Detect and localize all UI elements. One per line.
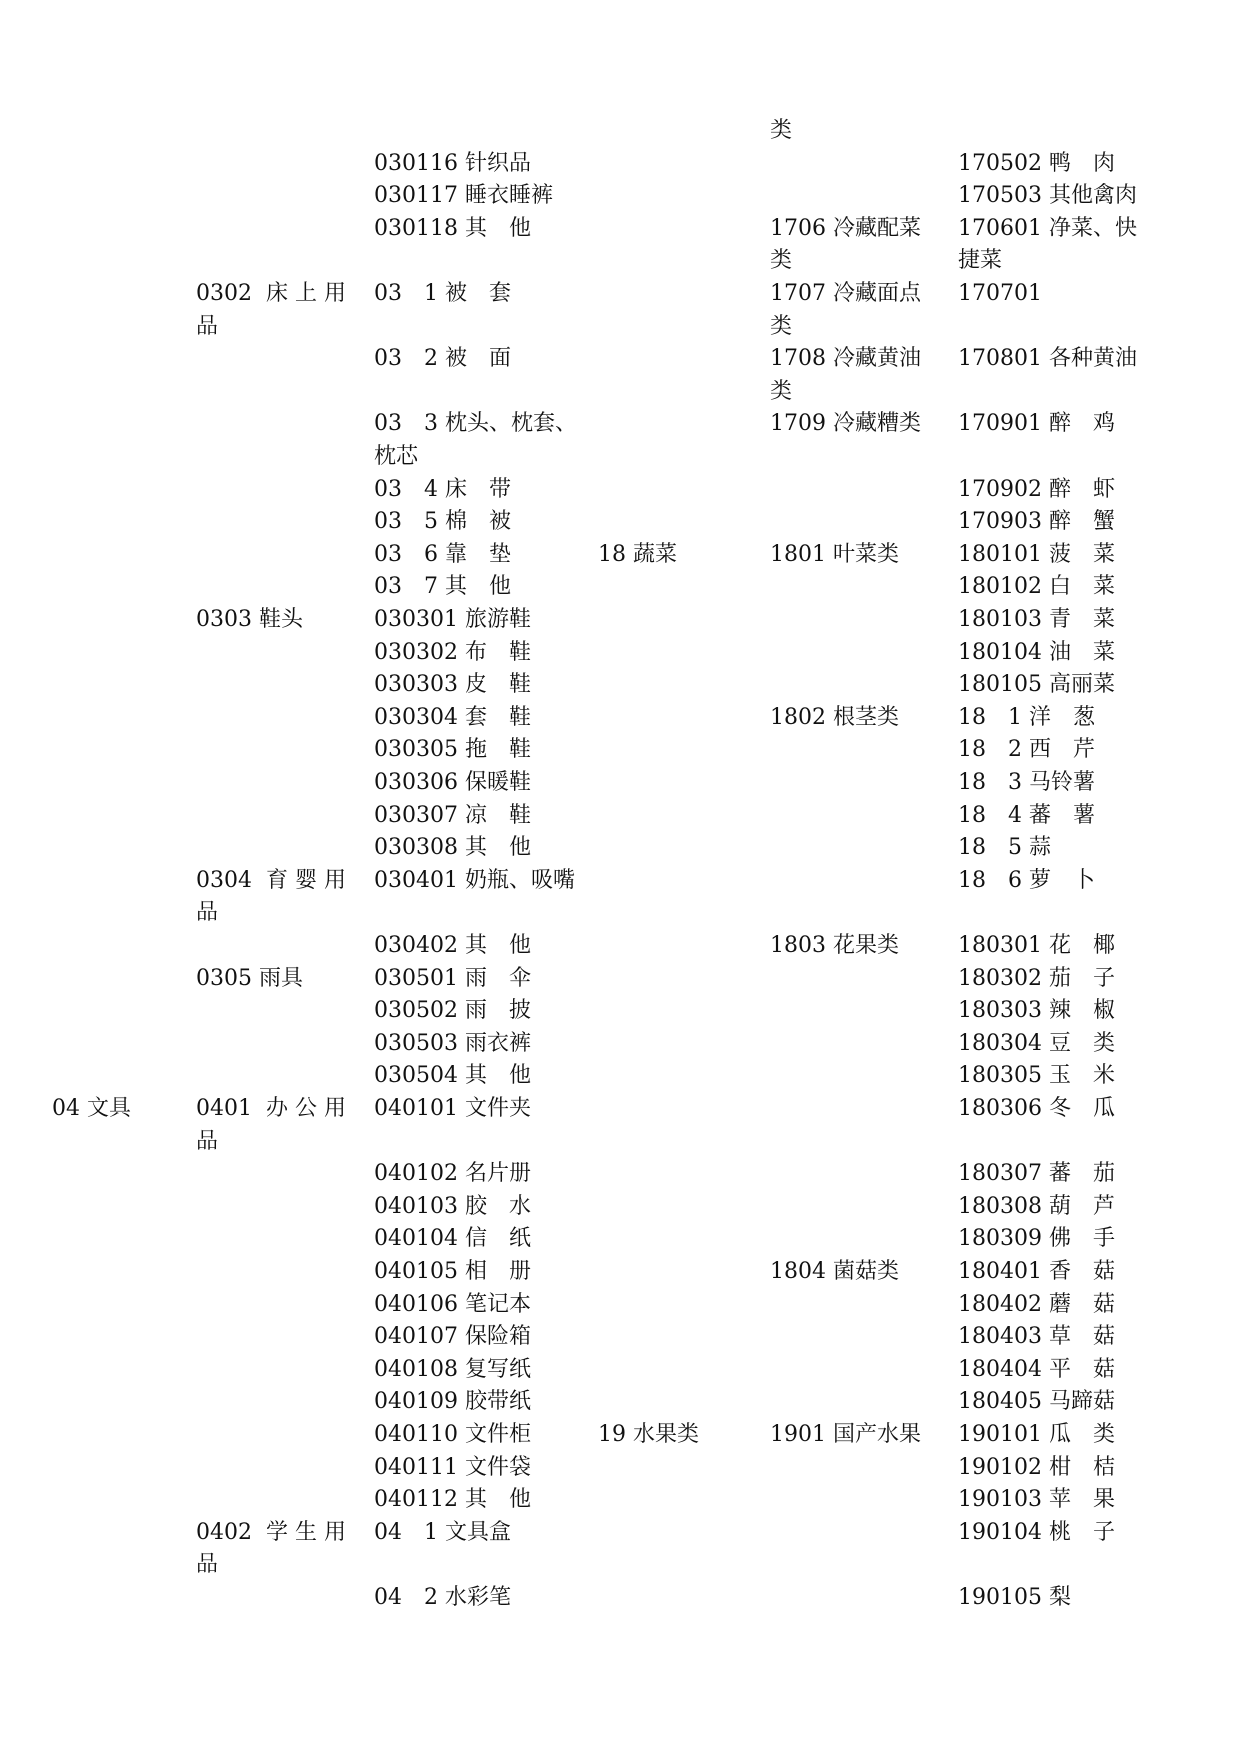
table-cell: 180306 冬 瓜 (958, 1096, 1115, 1121)
table-cell: 03 6 靠 垫 (374, 541, 511, 567)
table-cell: 030306 保暖鞋 (374, 770, 531, 795)
table-cell: 180307 蕃 茄 (958, 1161, 1115, 1187)
table-cell: 180301 花 椰 (958, 933, 1115, 958)
table-cell: 190104 桃 子 (958, 1519, 1115, 1545)
table-cell: 类 (770, 118, 793, 143)
table-cell: 03 3 枕头、枕套、 枕芯 (374, 411, 577, 469)
table-cell: 040105 相 册 (374, 1259, 531, 1284)
table-cell: 170902 醉 虾 (958, 476, 1115, 502)
table-cell: 0302 床 上 用 品 (196, 281, 346, 339)
table-cell: 03 2 被 面 (374, 346, 511, 372)
table-cell: 18 6 萝 卜 (958, 867, 1095, 893)
table-cell: 030117 睡衣睡裤 (374, 183, 553, 209)
table-cell: 03 4 床 带 (374, 476, 511, 502)
table-cell: 03 5 棉 被 (374, 509, 511, 535)
table-cell: 030305 拖 鞋 (374, 737, 531, 763)
table-cell: 030118 其 他 (374, 215, 531, 241)
table-cell: 180308 葫 芦 (958, 1193, 1115, 1219)
table-cell: 190101 瓜 类 (958, 1422, 1115, 1447)
table-cell: 180103 青 菜 (958, 607, 1115, 632)
table-cell: 170601 净菜、快 捷菜 (958, 215, 1137, 274)
table-cell: 180303 辣 椒 (958, 998, 1115, 1024)
table-cell: 030502 雨 披 (374, 998, 531, 1024)
table-cell: 040107 保险箱 (374, 1324, 531, 1350)
table-cell: 180101 菠 菜 (958, 541, 1115, 567)
table-cell: 040102 名片册 (374, 1161, 531, 1187)
table-cell: 040111 文件袋 (374, 1454, 531, 1480)
table-cell: 04 1 文具盒 (374, 1519, 511, 1545)
table-cell: 190105 梨 (958, 1585, 1071, 1610)
table-cell: 170903 醉 蟹 (958, 509, 1115, 535)
table-cell: 040109 胶带纸 (374, 1389, 531, 1415)
table-cell: 18 5 蒜 (958, 835, 1051, 861)
table-cell: 180405 马蹄菇 (958, 1389, 1115, 1415)
table-cell: 190102 柑 桔 (958, 1454, 1115, 1480)
table-cell: 1708 冷藏黄油 类 (770, 346, 921, 404)
table-cell: 170801 各种黄油 (958, 346, 1137, 372)
table-cell: 180401 香 菇 (958, 1259, 1115, 1284)
table-cell: 0304 育 婴 用 品 (196, 867, 346, 926)
table-cell: 18 4 蕃 薯 (958, 802, 1095, 828)
table-cell: 0303 鞋头 (196, 607, 303, 632)
table-cell: 18 1 洋 葱 (958, 704, 1095, 730)
table-cell: 180305 玉 米 (958, 1063, 1115, 1089)
table-cell: 1804 菌菇类 (770, 1259, 899, 1284)
table-cell: 030503 雨衣裤 (374, 1030, 531, 1056)
table-cell: 1709 冷藏糟类 (770, 411, 921, 437)
table-cell: 030501 雨 伞 (374, 965, 531, 991)
table-cell: 04 2 水彩笔 (374, 1585, 511, 1610)
table-cell: 180402 蘑 菇 (958, 1291, 1115, 1317)
table-cell: 180105 高丽菜 (958, 672, 1115, 698)
table-cell: 0402 学 生 用 品 (196, 1519, 346, 1578)
table-cell: 040112 其 他 (374, 1487, 531, 1513)
table-cell: 170701 (958, 281, 1042, 306)
table-cell: 03 7 其 他 (374, 574, 511, 600)
table-cell: 030301 旅游鞋 (374, 607, 531, 632)
table-cell: 1801 叶菜类 (770, 541, 899, 567)
table-cell: 030116 针织品 (374, 150, 531, 176)
table-cell: 18 3 马铃薯 (958, 770, 1095, 795)
table-cell: 190103 苹 果 (958, 1487, 1115, 1513)
table-cell: 0305 雨具 (196, 965, 303, 991)
table-cell: 19 水果类 (598, 1422, 699, 1447)
table-cell: 030504 其 他 (374, 1063, 531, 1089)
table-cell: 18 蔬菜 (598, 541, 677, 567)
table-cell: 03 1 被 套 (374, 281, 511, 306)
table-cell: 030307 凉 鞋 (374, 802, 531, 828)
table-cell: 1802 根茎类 (770, 704, 899, 730)
table-cell: 170901 醉 鸡 (958, 411, 1115, 437)
table-cell: 030308 其 他 (374, 835, 531, 861)
table-cell: 180102 白 菜 (958, 574, 1115, 600)
table-cell: 170503 其他禽肉 (958, 183, 1137, 209)
table-cell: 18 2 西 芹 (958, 737, 1095, 763)
table-cell: 030304 套 鞋 (374, 704, 531, 730)
table-cell: 180304 豆 类 (958, 1030, 1115, 1056)
table-cell: 04 文具 (52, 1096, 131, 1121)
table-cell: 180309 佛 手 (958, 1226, 1115, 1252)
table-cell: 030303 皮 鞋 (374, 672, 531, 698)
table-cell: 040101 文件夹 (374, 1096, 531, 1121)
table-cell: 1803 花果类 (770, 933, 899, 958)
table-cell: 040108 复写纸 (374, 1356, 531, 1382)
table-cell: 0401 办 公 用 品 (196, 1096, 346, 1154)
table-cell: 180104 油 菜 (958, 639, 1115, 665)
table-cell: 170502 鸭 肉 (958, 150, 1115, 176)
table-cell: 180302 茄 子 (958, 965, 1115, 991)
table-cell: 040110 文件柜 (374, 1422, 531, 1447)
table-cell: 030302 布 鞋 (374, 639, 531, 665)
table-cell: 1901 国产水果 (770, 1422, 921, 1447)
table-cell: 1706 冷藏配菜 类 (770, 215, 921, 274)
table-cell: 040103 胶 水 (374, 1193, 531, 1219)
table-cell: 040104 信 纸 (374, 1226, 531, 1252)
table-cell: 030402 其 他 (374, 933, 531, 958)
table-cell: 180404 平 菇 (958, 1356, 1115, 1382)
table-cell: 1707 冷藏面点 类 (770, 281, 921, 339)
table-cell: 180403 草 菇 (958, 1324, 1115, 1350)
table-cell: 030401 奶瓶、吸嘴 (374, 867, 575, 893)
table-cell: 040106 笔记本 (374, 1291, 531, 1317)
